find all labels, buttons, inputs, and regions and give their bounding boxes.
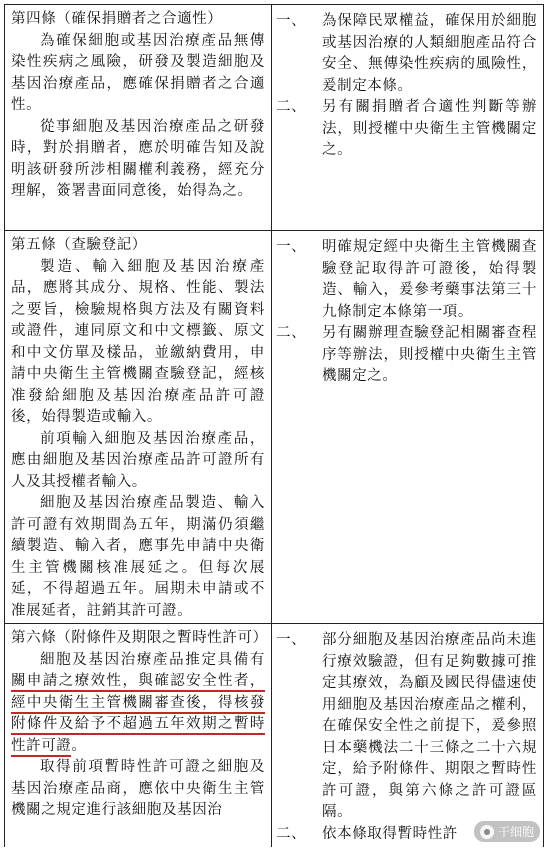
article-5-para-2: 前項輸入細胞及基因治療產品，應由細胞及基因治療產品許可證所有人及其授權者輸入。 [11,430,265,490]
note-text: 依本條取得暫時性許 [322,825,458,842]
article-5-para-3: 細胞及基因治療產品製造、輸入許可證有效期間為五年，期滿仍須繼續製造、輸入者，應事先申請中央衛生主管機關核准展延之。但每次展延，不得超過五年。屆期未申請或不准展延者，註銷其許可證。 [11,495,265,619]
note-number: 一、 [276,632,307,648]
article-4-clause [5,5,272,230]
article-5-clause [5,231,272,623]
article-5-note-1 [276,237,537,323]
article-4-explanation [272,5,543,230]
note-number: 一、 [276,239,307,255]
note-text: 另有關辦理查驗登記相關審查程序等辦法，則授權中央衛生主管機關定之。 [322,325,537,384]
article-4-row [5,5,543,231]
note-text: 明確規定經中央衛生主管機關查驗登記取得許可證後，始得製造、輸入，爰參考藥事法第三十九條制定本條第一項。 [322,239,537,320]
highlighted-passage: 關申請之療效性，與確認安全性者，經中央衛生主管機關審查後，得核發附條件及給予不超過五年效期之暫時性許可證 [11,673,265,757]
note-text: 另有關捐贈者合適性判斷等辦法，則授權中央衛生主管機關定之。 [322,99,537,158]
article-6-clause [5,624,272,847]
article-6-para-1-start: 細胞及基因治療產品推定具備有 [40,651,265,668]
article-5-title: 第五條（查驗登記） [11,237,147,253]
article-4-para-1: 為確保細胞或基因治療產品無傳染性疾病之風險，研發及製造細胞及基因治療產品，應確保捐贈者之合適性。 [11,32,265,113]
article-6-para-1 [11,650,265,758]
wechat-logo-icon [480,825,494,839]
watermark [474,821,540,842]
note-text: 為保障民眾權益，確保用於細胞或基因治療的人類細胞產品符合安全、無傳染性疾病的風險性，爰制定本條。 [322,13,537,94]
note-number: 二、 [276,825,307,842]
article-4-note-1 [276,11,537,97]
note-number: 二、 [276,325,307,341]
note-number: 一、 [276,13,307,29]
article-6-explanation [272,624,543,847]
article-5-explanation [272,231,543,623]
article-5-para-1: 製造、輸入細胞及基因治療產品，應將其成分、規格、性能、製法之要旨，檢驗規格與方法及有關資料或證件，連同原文和中文標籤、原文和中文仿單及樣品，並繳納費用，申請中央衛生主管機關查驗登記，經核准發給細胞及基因治療產品許可證後，始得製造或輸入。 [11,258,265,425]
watermark-text: 干细胞 [497,825,534,839]
note-number: 二、 [276,99,307,115]
note-text: 部分細胞及基因治療產品尚未進行療效驗證，但有足夠數據可推定其療效，為顧及國民得儘速使用細胞及基因治療產品之權利，在確保安全性之前提下，爰參照日本藥機法二十三條之二十六規定，給予附條件、期限之暫時性許可證，與第六條之許可證區隔。 [322,632,537,820]
article-4-para-2: 從事細胞及基因治療產品之研發時，對於捐贈者，應於明確告知及說明該研發所涉相關權利義務，經充分理解，簽署書面同意後，始得為之。 [11,118,265,199]
article-5-row [5,231,543,624]
article-6-title: 第六條（附條件及期限之暫時性許可） [11,630,268,646]
article-6-para-1-end: 。 [71,737,87,754]
article-6-note-1 [276,630,537,824]
regulation-comparison-table [4,4,544,847]
article-6-para-2: 取得前項暫時性許可證之細胞及基因治療產品商，應依中央衛生主管機關之規定進行該細胞及基因治 [11,759,265,818]
article-4-title: 第四條（確保捐贈者之合適性） [11,11,223,27]
article-4-note-2 [276,97,537,162]
article-5-note-2 [276,323,537,388]
article-6-row [5,624,543,847]
